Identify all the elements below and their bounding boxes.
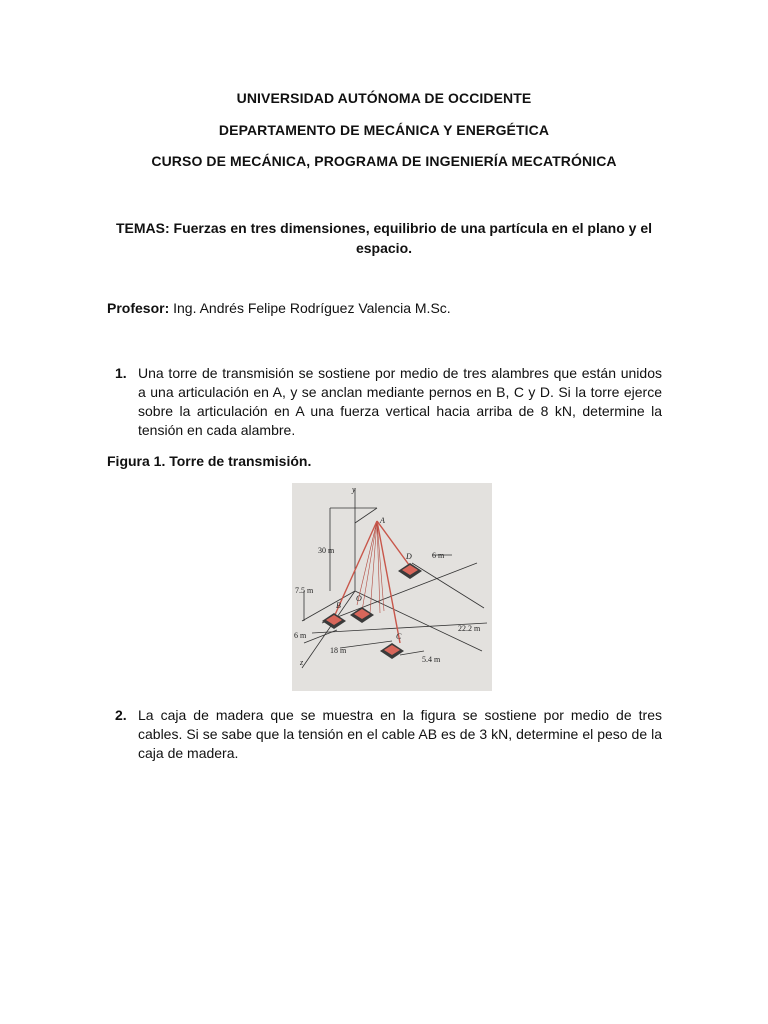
anchor-c xyxy=(380,643,404,659)
dim-22-2m-label: 22.2 m xyxy=(458,624,481,633)
figure-1-caption: Figura 1. Torre de transmisión. xyxy=(107,453,312,469)
wire-ad xyxy=(377,521,412,569)
university-title: UNIVERSIDAD AUTÓNOMA DE OCCIDENTE xyxy=(236,90,532,106)
y-axis-label: y xyxy=(352,485,356,494)
problem-2-text: La caja de madera que se muestra en la figura se sostiene por medio de tres cables. Si se sabe que la tensión en el cable AB es de 3 kN, determine el peso de la caja de madera. xyxy=(138,707,662,761)
professor-name: Ing. Andrés Felipe Rodríguez Valencia M.Sc. xyxy=(169,300,451,316)
dim-6m-left-label: 6 m xyxy=(294,631,307,640)
dim-30m-label: 30 m xyxy=(318,546,335,555)
problem-1 xyxy=(107,364,662,440)
wires xyxy=(334,521,412,643)
point-a-label: A xyxy=(380,516,385,525)
dim-18m-label: 18 m xyxy=(330,646,347,655)
anchor-d xyxy=(398,563,422,579)
point-o-label: O xyxy=(356,594,362,603)
professor-line xyxy=(107,300,451,316)
figure-1-tower-diagram xyxy=(292,483,492,691)
professor-label: Profesor: xyxy=(107,300,170,316)
problem-1-text: Una torre de transmisión se sostiene por medio de tres alambres que están unidos a una articulación en A, y se anclan mediante pernos en B, C y D. Si la torre ejerce sobre la articulación en A una fuerza vertical hacia arriba de 8 kN, determine la tensión en cada alambre. xyxy=(138,365,662,438)
z-axis-label: z xyxy=(300,658,304,667)
point-b-label: B xyxy=(336,601,341,610)
wire-ac xyxy=(377,521,400,643)
dim-5-4m-label: 5.4 m xyxy=(422,655,441,664)
course-title: CURSO DE MECÁNICA, PROGRAMA DE INGENIERÍA MECATRÓNICA xyxy=(151,153,617,169)
problem-2 xyxy=(107,706,662,763)
dim-7-5m-label: 7.5 m xyxy=(295,586,314,595)
diagram-lines xyxy=(302,488,487,668)
problem-2-number: 2. xyxy=(115,707,127,723)
department-title: DEPARTAMENTO DE MECÁNICA Y ENERGÉTICA xyxy=(218,122,550,138)
point-d-label: D xyxy=(406,552,412,561)
problem-1-number: 1. xyxy=(115,365,127,381)
point-c-label: C xyxy=(396,632,402,641)
dim-6m-top-label: 6 m xyxy=(432,551,445,560)
topics-heading: TEMAS: Fuerzas en tres dimensiones, equilibrio de una partícula en el plano y el espacio. xyxy=(115,220,652,256)
